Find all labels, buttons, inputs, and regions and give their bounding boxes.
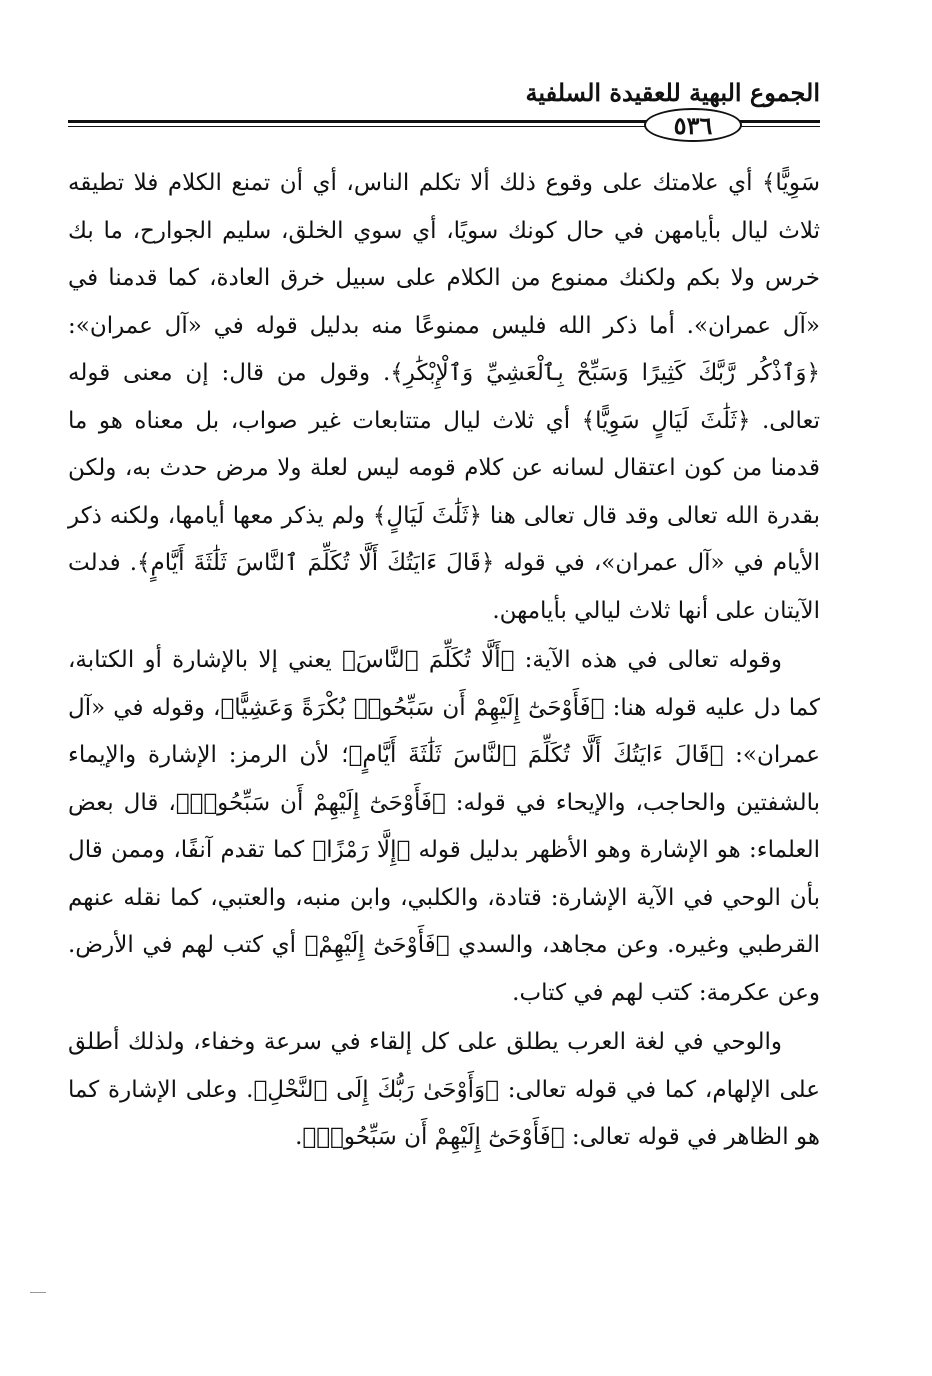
paragraph-3: والوحي في لغة العرب يطلق على كل إلقاء في سرعة وخفاء، ولذلك أطلق على الإلهام، كما في قوله تعالى: ﴿وَأَوْحَىٰ رَبُّكَ إِلَى ٱلنَّحْلِ﴾. وعلى الإشارة كما هو الظاهر في قوله تعالى: ﴿فَأَوْحَىٰٓ إِلَيْهِمْ أَن سَبِّحُوا۟﴾. <box>68 1029 820 1150</box>
book-title: الجموع البهية للعقيدة السلفية <box>525 78 820 107</box>
page-body <box>68 160 820 1162</box>
page-header <box>68 78 820 158</box>
paragraph-1: سَوِيًّا﴾ أي علامتك على وقوع ذلك ألا تكلم الناس، أي أن تمنع الكلام فلا تطيقه ثلاث ليال بأيامهن في حال كونك سويًا، أي سوي الخلق، سليم الجوارح، ما بك خرس ولا بكم ولكنك ممنوع من الكلام على سبيل خرق العادة، كما قدمنا في «آل عمران». أما ذكر الله فليس ممنوعًا منه بدليل قوله في «آل عمران»: ﴿وَٱذْكُر رَّبَّكَ كَثِيرًا وَسَبِّحْ بِٱلْعَشِيِّ وَٱلْإِبْكَٰرِ﴾. وقول من قال: إن معنى قوله تعالى. ﴿ثَلَٰثَ لَيَالٍ سَوِيًّا﴾ أي ثلاث ليال متتابعات غير صواب، بل معناه هو ما قدمنا من كون اعتقال لسانه عن كلام قومه ليس لعلة ولا مرض حدث به، ولكن بقدرة الله تعالى وقد قال تعالى هنا ﴿ثَلَٰثَ لَيَالٍ﴾ ولم يذكر معها أيامها، ولكنه ذكر الأيام في «آل عمران»، في قوله ﴿قَالَ ءَايَتُكَ أَلَّا تُكَلِّمَ ٱلنَّاسَ ثَلَٰثَةَ أَيَّامٍ﴾. فدلت الآيتان على أنها ثلاث ليالي بأيامهن. <box>68 170 820 624</box>
page-number: ٥٣٦ <box>644 108 742 142</box>
margin-mark <box>30 1292 46 1293</box>
paragraph-2: وقوله تعالى في هذه الآية: ﴿أَلَّا تُكَلِّمَ ٱلنَّاسَ﴾ يعني إلا بالإشارة أو الكتابة، كما دل عليه قوله هنا: ﴿فَأَوْحَىٰٓ إِلَيْهِمْ أَن سَبِّحُوا۟ بُكْرَةً وَعَشِيًّا﴾، وقوله في «آل عمران»: ﴿قَالَ ءَايَتُكَ أَلَّا تُكَلِّمَ ٱلنَّاسَ ثَلَٰثَةَ أَيَّامٍ﴾؛ لأن الرمز: الإشارة والإيماء بالشفتين والحاجب، والإيحاء في قوله: ﴿فَأَوْحَىٰٓ إِلَيْهِمْ أَن سَبِّحُوا۟﴾، قال بعض العلماء: هو الإشارة وهو الأظهر بدليل قوله ﴿إِلَّا رَمْزًا﴾ كما تقدم آنفًا، وممن قال بأن الوحي في الآية الإشارة: قتادة، والكلبي، وابن منبه، والعتبي، كما نقله عنهم القرطبي وغيره. وعن مجاهد، والسدي ﴿فَأَوْحَىٰٓ إِلَيْهِمْ﴾ أي كتب لهم في الأرض. وعن عكرمة: كتب لهم في كتاب. <box>68 647 820 1006</box>
